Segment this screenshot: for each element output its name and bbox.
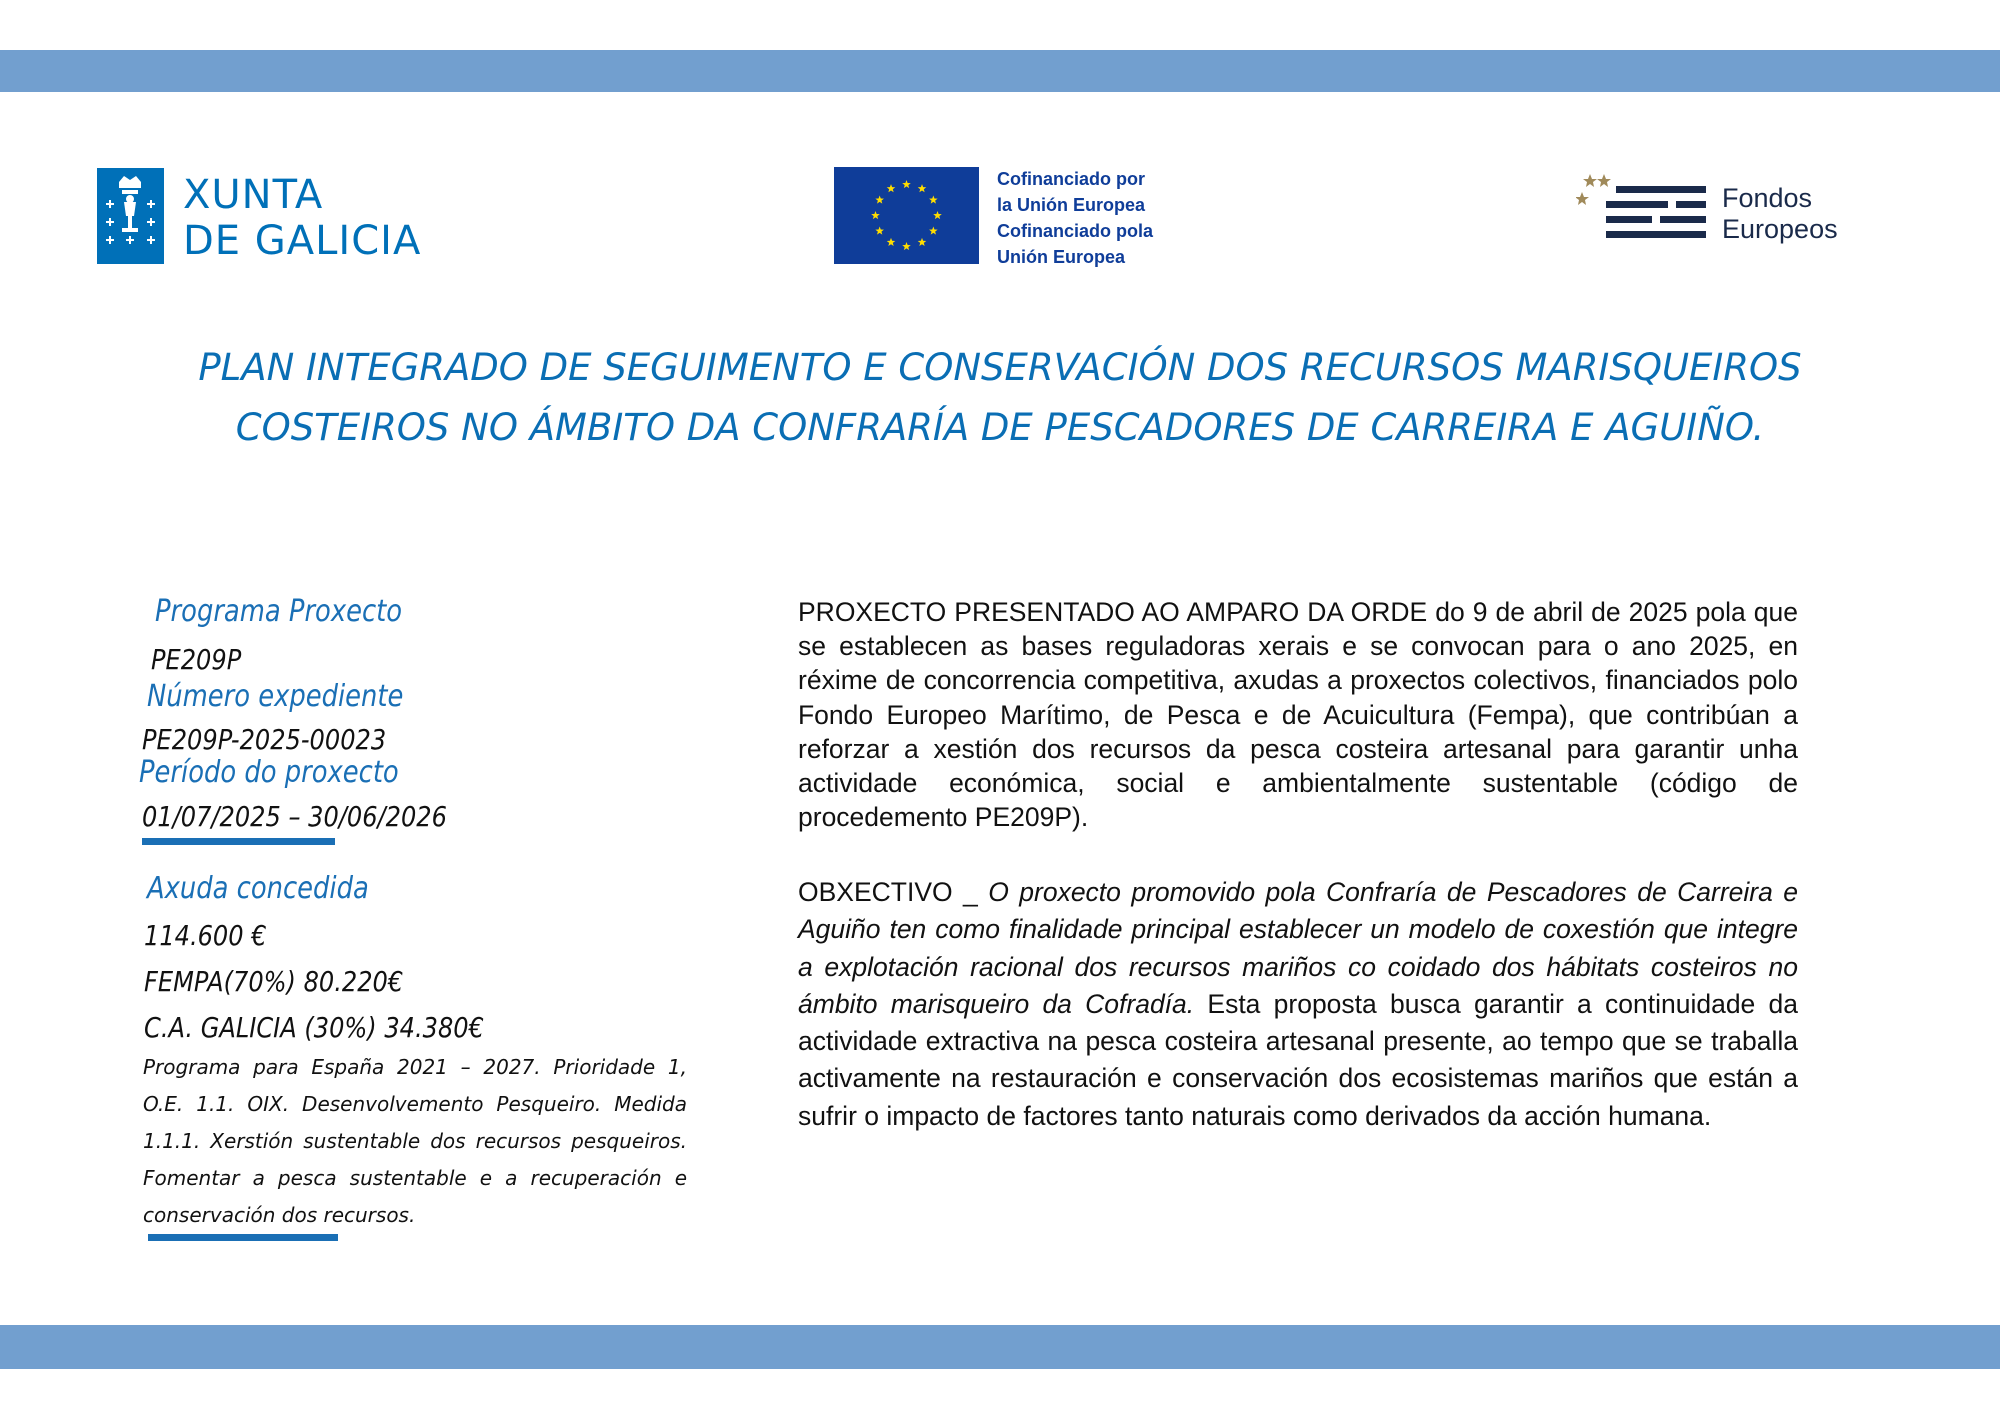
eu-star-icon — [929, 227, 938, 235]
fondos-europeos-text — [1722, 183, 1838, 245]
eu-text-line2: la Unión Europea — [997, 195, 1146, 215]
xunta-logo-line1: XUNTA — [183, 172, 324, 218]
plan-title-line1: PLAN INTEGRADO DE SEGUIMENTO E CONSERVACIÓN DOS RECURSOS MARISQUEIROS — [198, 346, 1802, 389]
programa-note: Programa para España 2021 – 2027. Prioridade 1, O.E. 1.1. OIX. Desenvolvemento Pesqueiro. Medida 1.1.1. Xerstión sustentable dos recursos pesqueiros. Fomentar a pesca sustentable e a recuperación e conservación dos recursos. — [143, 1055, 687, 1227]
eu-star-icon — [871, 211, 880, 219]
obxectivo-rest-text: Esta proposta busca garantir a continuidade da actividade extractiva na pesca costeira artesanal presente, ao tempo que se traballa activamente na restauración e conservación dos ecosistemas mariños que están a sufrir o impacto de factores tanto naturais como derivados da acción humana. — [798, 988, 1799, 1131]
eu-star-icon — [887, 184, 896, 192]
obxectivo-paragraph — [798, 874, 1798, 1135]
plan-title-line2: COSTEIROS NO ÁMBITO DA CONFRARÍA DE PESCADORES DE CARREIRA E AGUIÑO. — [235, 406, 1765, 449]
bottom-blue-band — [0, 1325, 2000, 1369]
fondos-europeos-mark-icon — [1576, 172, 1706, 252]
fondos-line2: Europeos — [1722, 214, 1838, 244]
periodo-value: 01/07/2025 – 30/06/2026 — [142, 800, 447, 833]
note-underline — [148, 1234, 338, 1241]
obxectivo-italic-text: O proxecto promovido pola Confraría de Pescadores de Carreira e Aguiño ten como finalidade principal establecer un modelo de coxestión que integre a explotación racional dos recursos mariños co coidado dos hábitats costeiros no ámbito marisqueiro da Cofradía. — [798, 877, 1798, 1019]
eu-star-icon — [902, 242, 911, 250]
expediente-value: PE209P-2025-00023 — [142, 723, 387, 756]
fondos-line1: Fondos — [1722, 183, 1813, 213]
expediente-label: Número expediente — [147, 679, 404, 714]
obxectivo-lead: OBXECTIVO _ — [798, 877, 989, 907]
galicia-shield-icon — [97, 168, 164, 264]
eu-star-icon — [875, 196, 884, 204]
programa-label: Programa Proxecto — [155, 594, 403, 629]
programa-value: PE209P — [151, 643, 242, 676]
eu-star-icon — [918, 184, 927, 192]
axuda-label: Axuda concedida — [147, 871, 369, 906]
eu-star-icon — [887, 238, 896, 246]
eu-star-icon — [933, 211, 942, 219]
axuda-galicia: C.A. GALICIA (30%) 34.380€ — [144, 1011, 484, 1044]
plan-title — [100, 338, 1900, 458]
proxecto-paragraph: PROXECTO PRESENTADO AO AMPARO DA ORDE do 9 de abril de 2025 pola que se establecen as bases reguladoras xerais e se convocan para o ano 2025, en réxime de concorrencia competitiva, axudas a proxectos colectivos, financiados polo Fondo Europeo Marítimo, de Pesca e de Acuicultura (Fempa), que contribúan a reforzar a xestión dos recursos da pesca costeira artesanal para garantir unha actividade económica, social e ambientalmente sustentable (código de procedemento PE209P). — [798, 597, 1798, 833]
eu-star-icon — [918, 238, 927, 246]
periodo-underline — [142, 838, 335, 845]
eu-star-icon — [875, 227, 884, 235]
eu-text-line3: Cofinanciado pola — [997, 221, 1154, 241]
xunta-logo-text — [183, 172, 421, 264]
xunta-logo-line2: DE GALICIA — [183, 218, 422, 264]
periodo-label: Período do proxecto — [139, 755, 399, 790]
axuda-fempa: FEMPA(70%) 80.220€ — [144, 965, 404, 998]
eu-star-icon — [902, 180, 911, 188]
eu-text-line4: Unión Europea — [997, 247, 1126, 267]
top-blue-band — [0, 50, 2000, 92]
axuda-total: 114.600 € — [144, 919, 267, 952]
eu-cofinancing-text — [997, 166, 1153, 270]
eu-flag-icon — [834, 167, 979, 264]
eu-star-icon — [929, 196, 938, 204]
eu-text-line1: Cofinanciado por — [997, 169, 1145, 189]
